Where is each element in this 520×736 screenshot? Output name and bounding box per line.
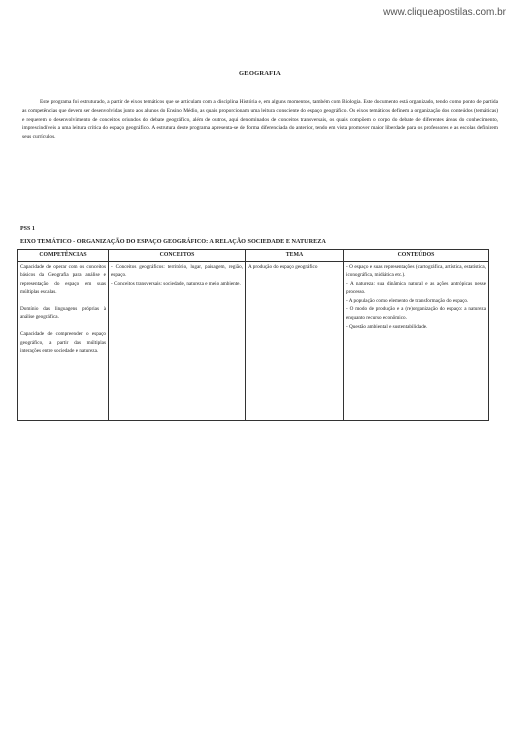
- table-header-row: [18, 250, 489, 262]
- header-conceitos: CONCEITOS: [109, 250, 246, 262]
- tema-text: A produção do espaço geográfico: [248, 263, 318, 270]
- curriculum-table: [17, 249, 489, 421]
- conceito-item: - Conceitos transversais: sociedade, natureza e meio ambiente.: [111, 280, 241, 287]
- header-tema: TEMA: [246, 250, 344, 262]
- header-conteudos: CONTEÚDOS: [344, 250, 489, 262]
- pss-label: PSS 1: [20, 226, 35, 232]
- table-row: [18, 261, 489, 420]
- competencia-item: Capacidade de operar com os conceitos básicos da Geografia para análise e representação do espaço em suas múltiplas escalas.: [20, 263, 106, 296]
- competencias-cell: [18, 261, 109, 420]
- conteudo-item: - Questão ambiental e sustentabilidade.: [346, 323, 428, 330]
- conteudos-cell: [344, 261, 489, 420]
- tema-cell: [246, 261, 344, 420]
- page-title: GEOGRAFIA: [239, 70, 281, 77]
- conteudo-item: - O modo de produção e a (re)organização do espaço: a natureza enquanto recurso econômico.: [346, 306, 486, 322]
- conteudo-item: - O espaço e suas representações (cartográfica, artística, estatística, iconográfica, midiática etc.).: [346, 263, 486, 279]
- competencia-item: Domínio das linguagens próprias à análise geográfica.: [20, 305, 106, 321]
- thematic-axis-title: EIXO TEMÁTICO - ORGANIZAÇÃO DO ESPAÇO GEOGRÁFICO: A RELAÇÃO SOCIEDADE E NATUREZA: [20, 238, 326, 245]
- conteudo-item: - A natureza: sua dinâmica natural e as ações antrópicas nesse processo.: [346, 280, 486, 296]
- competencia-item: Capacidade de compreender o espaço geográfico, a partir das múltiplas interações entre sociedade e natureza.: [20, 331, 106, 355]
- watermark-url: www.cliqueapostilas.com.br: [383, 7, 506, 18]
- header-competencias: COMPETÊNCIAS: [18, 250, 109, 262]
- conceito-item: - Conceitos geográficos: território, lugar, paisagem, região, espaço.: [111, 263, 243, 279]
- intro-paragraph: Este programa foi estruturado, a partir de eixos temáticos que se articulam com a disciplina História e, em alguns momentos, também com Biologia. Este documento está organizado, tendo como ponto de partida as competências que devem ser desenvolvidas junto aos alunos do Ensino Médio, as quais proporcionam uma leitura consciente do espaço geográfico. Os eixos temáticos definem a organização dos conteúdos (temáticas) e requerem o desenvolvimento de conceitos oriundos do debate geográfico, além de outros, aqui denominados de conceitos transversais, os quais compõem o corpo do debate de diferentes áreas do conhecimento, imprescindíveis a uma leitura crítica do espaço geográfico. A estrutura deste programa apresenta-se de forma diferenciada do anterior, tendo em vista promover maior liberdade para os professores e as escolas definirem seus currículos.: [22, 99, 498, 140]
- conteudo-item: - A população como elemento de transformação do espaço.: [346, 297, 469, 304]
- conceitos-cell: [109, 261, 246, 420]
